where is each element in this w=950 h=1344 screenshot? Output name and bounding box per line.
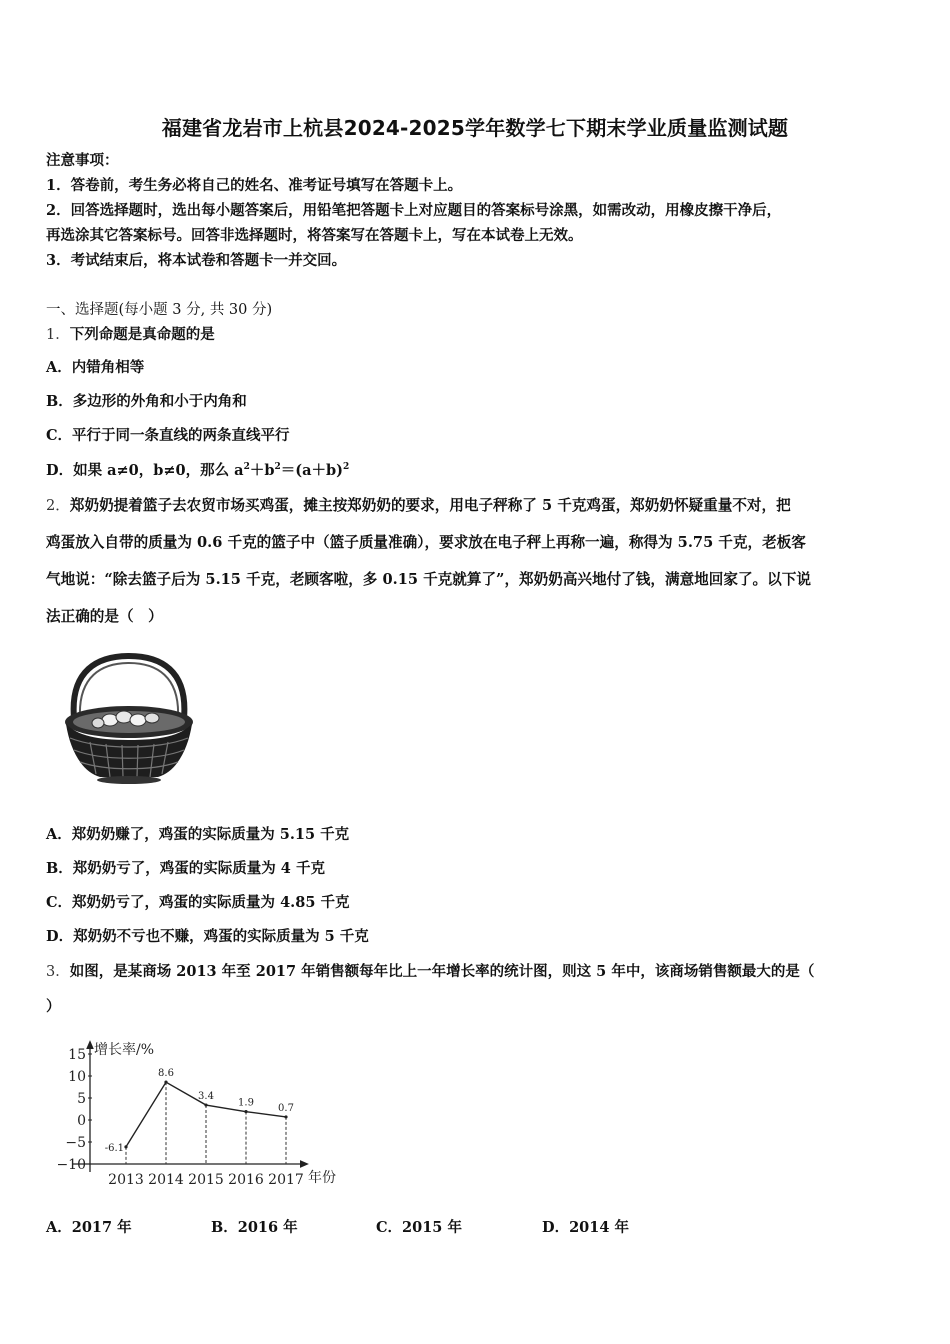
data-label: 1.9 (238, 1097, 254, 1109)
data-label: -6.1 (104, 1142, 124, 1154)
x-tick-label: 2017 (268, 1172, 304, 1188)
notice-item: 2．回答选择题时，选出每小题答案后，用铅笔把答题卡上对应题目的答案标号涂黑，如需改动，用橡皮擦干净后， (46, 202, 782, 219)
y-tick-label: 5 (77, 1091, 86, 1107)
question-number: 3． (46, 964, 70, 980)
x-tick-label: 2013 (108, 1172, 144, 1188)
question-3-stem-end: ） (46, 998, 61, 1015)
growth-rate-line-chart (50, 1036, 350, 1191)
data-point (164, 1081, 167, 1084)
y-tick-label: 15 (68, 1047, 86, 1063)
x-tick-label: 2014 (148, 1172, 184, 1188)
q1-option-c[interactable]: C．平行于同一条直线的两条直线平行 (46, 427, 290, 444)
y-tick-label: 0 (77, 1113, 86, 1129)
question-2-stem-line: 鸡蛋放入自带的质量为 0.6 千克的篮子中（篮子质量准确），要求放在电子秤上再称一遍，称得为 5.75 千克，老板客 (46, 534, 806, 551)
question-2-stem-line: 法正确的是（ ） (46, 608, 163, 625)
x-axis-label: 年份 (308, 1170, 336, 1186)
question-number: 1． (46, 327, 70, 343)
q3-option-c[interactable]: C．2015 年 (376, 1219, 462, 1236)
data-point (244, 1110, 247, 1113)
exam-title: 福建省龙岩市上杭县2024-2025学年数学七下期末学业质量监测试题 (161, 116, 789, 140)
egg-basket-illustration (60, 650, 198, 785)
notice-item: 再选涂其它答案标号。回答非选择题时，将答案写在答题卡上，写在本试卷上无效。 (46, 227, 583, 244)
question-number: 2． (46, 497, 70, 514)
question-2-stem-line: 气地说：“除去篮子后为 5.15 千克，老顾客啦，多 0.15 千克就算了”，郑奶奶高兴地付了钱，满意地回家了。以下说 (46, 571, 811, 588)
x-tick-label: 2015 (188, 1172, 224, 1188)
y-tick-label: 10 (68, 1069, 86, 1085)
question-1-stem: 1．下列命题是真命题的是 (46, 326, 215, 343)
y-axis-label: 增长率/% (94, 1042, 155, 1058)
data-label: 8.6 (158, 1068, 174, 1080)
q3-options (46, 1216, 746, 1238)
y-tick-label: −5 (65, 1135, 86, 1151)
q1-option-a[interactable]: A．内错角相等 (46, 359, 145, 376)
data-point (124, 1145, 127, 1148)
data-point (204, 1103, 207, 1106)
q2-option-c[interactable]: C．郑奶奶亏了，鸡蛋的实际质量为 4.85 千克 (46, 894, 350, 911)
data-label: 3.4 (198, 1091, 214, 1103)
x-tick-label: 2016 (228, 1172, 264, 1188)
y-tick-label: −10 (56, 1157, 86, 1173)
notice-item: 1．答卷前，考生务必将自己的姓名、准考证号填写在答题卡上。 (46, 177, 463, 194)
q2-option-b[interactable]: B．郑奶奶亏了，鸡蛋的实际质量为 4 千克 (46, 860, 325, 877)
q1-option-d[interactable]: D．如果 a≠0，b≠0，那么 $a^2+b^2=(a+b)^2$ (46, 462, 350, 479)
q3-option-a[interactable]: A．2017 年 (46, 1219, 132, 1236)
q3-option-d[interactable]: D．2014 年 (542, 1219, 629, 1236)
q2-option-d[interactable]: D．郑奶奶不亏也不赚，鸡蛋的实际质量为 5 千克 (46, 928, 369, 945)
q3-option-b[interactable]: B．2016 年 (211, 1219, 298, 1236)
section-heading: 一、选择题(每小题 3 分, 共 30 分) (46, 302, 273, 318)
question-2-stem-line: 2．郑奶奶提着篮子去农贸市场买鸡蛋，摊主按郑奶奶的要求，用电子秤称了 5 千克鸡蛋，郑奶奶怀疑重量不对，把 (46, 497, 791, 514)
notice-heading: 注意事项： (46, 152, 119, 169)
q1-option-b[interactable]: B．多边形的外角和小于内角和 (46, 393, 247, 410)
data-label: 0.7 (278, 1102, 294, 1114)
question-3-stem: 3．如图，是某商场 2013 年至 2017 年销售额每年比上一年增长率的统计图，则这 5 年中，该商场销售额最大的是（ (46, 963, 815, 980)
q2-option-a[interactable]: A．郑奶奶赚了，鸡蛋的实际质量为 5.15 千克 (46, 826, 350, 843)
data-point (284, 1115, 287, 1118)
notice-item: 3．考试结束后，将本试卷和答题卡一并交回。 (46, 252, 347, 269)
